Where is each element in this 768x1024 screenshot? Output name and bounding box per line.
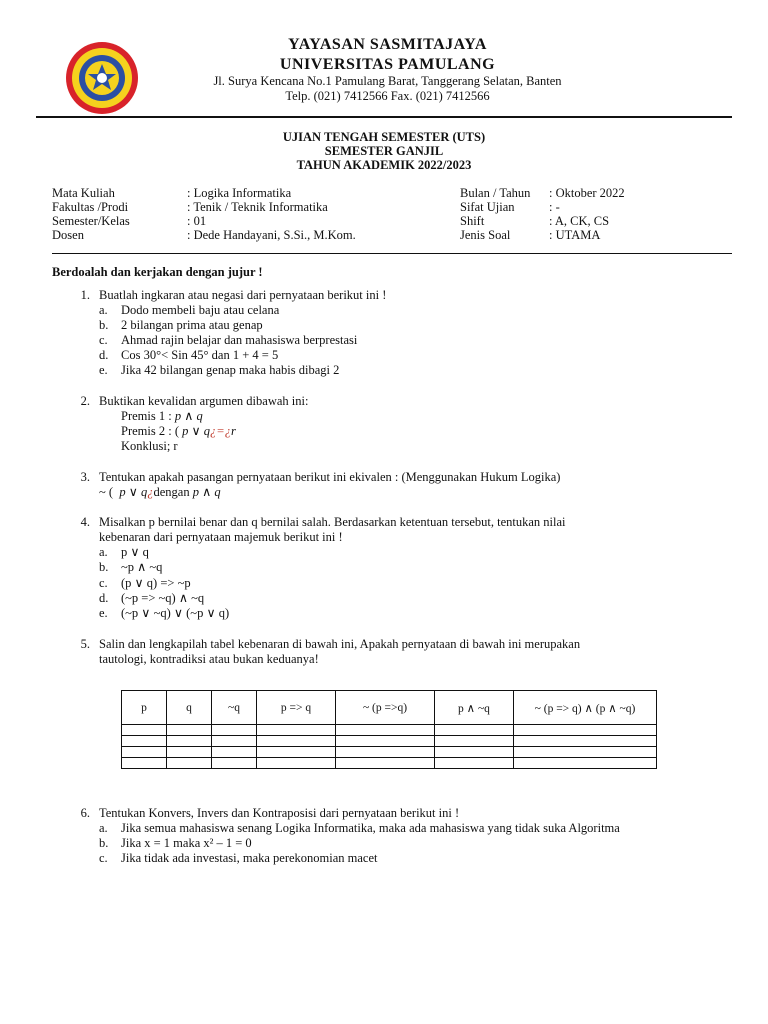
question-text: Tentukan apakah pasangan pernyataan berikut ini ekivalen : (Menggunakan Hukum Logika) bbox=[99, 470, 561, 484]
premise-expression: p ∧ q bbox=[174, 409, 203, 423]
table-row bbox=[122, 736, 657, 747]
info-value: : Dede Handayani, S.Si., M.Kom. bbox=[187, 228, 356, 242]
question-text: Salin dan lengkapilah tabel kebenaran di bawah ini, Apakah pernyataan di bawah ini merupakan bbox=[99, 637, 581, 651]
question-number: 6. bbox=[80, 806, 90, 820]
option-letter: c. bbox=[99, 576, 108, 590]
table-header-cell: ~ (p =>q) bbox=[336, 691, 435, 725]
exam-academic-year: TAHUN AKADEMIK 2022/2023 bbox=[296, 158, 472, 172]
exam-title: UJIAN TENGAH SEMESTER (UTS) bbox=[282, 130, 486, 144]
expr-connector: dengan bbox=[153, 485, 190, 499]
option-text: Cos 30°< Sin 45° dan 1 + 4 = 5 bbox=[121, 348, 279, 362]
table-header-cell: ~q bbox=[212, 691, 257, 725]
info-label: Bulan / Tahun bbox=[460, 186, 531, 200]
option-text: Jika tidak ada investasi, maka perekonomian macet bbox=[121, 851, 378, 865]
question-text: Misalkan p bernilai benar dan q bernilai salah. Berdasarkan ketentuan tersebut, tentukan nilai bbox=[99, 515, 566, 529]
info-value: : UTAMA bbox=[549, 228, 601, 242]
question-number: 2. bbox=[80, 394, 90, 408]
info-value: : Logika Informatika bbox=[187, 186, 292, 200]
option-letter: d. bbox=[99, 591, 109, 605]
option-text: Ahmad rajin belajar dan mahasiswa berprestasi bbox=[121, 333, 358, 347]
option-text: 2 bilangan prima atau genap bbox=[121, 318, 263, 332]
option-letter: c. bbox=[99, 851, 108, 865]
option-text: p ∨ q bbox=[121, 545, 149, 559]
option-letter: b. bbox=[99, 560, 109, 574]
info-label: Dosen bbox=[52, 228, 84, 242]
premise-expression: p ∨ q bbox=[182, 424, 211, 438]
table-header-cell: q bbox=[167, 691, 212, 725]
table-header-cell: p ∧ ~q bbox=[435, 691, 514, 725]
info-label: Mata Kuliah bbox=[52, 186, 115, 200]
header-divider bbox=[36, 116, 732, 118]
foundation-name: YAYASAN SASMITAJAYA bbox=[288, 36, 487, 53]
info-label: Shift bbox=[460, 214, 485, 228]
option-text: Jika x = 1 maka x² – 1 = 0 bbox=[121, 836, 252, 850]
question-number: 3. bbox=[80, 470, 90, 484]
premise-symbol: ¿=¿ bbox=[210, 424, 231, 438]
university-logo bbox=[64, 40, 140, 116]
option-text: (~p ∨ ~q) ∨ (~p ∨ q) bbox=[121, 606, 230, 620]
question-text-cont: tautologi, kontradiksi atau bukan keduanya! bbox=[99, 652, 319, 666]
instruction: Berdoalah dan kerjakan dengan jujur ! bbox=[52, 265, 263, 279]
expr-symbol: ¿ bbox=[147, 485, 154, 499]
option-letter: e. bbox=[99, 363, 108, 377]
premise-label: Premis 1 : bbox=[121, 409, 172, 423]
premise-1 bbox=[121, 409, 203, 424]
table-header-cell: p => q bbox=[257, 691, 336, 725]
table-header-cell: p bbox=[122, 691, 167, 725]
option-letter: b. bbox=[99, 318, 109, 332]
option-letter: b. bbox=[99, 836, 109, 850]
table-row bbox=[122, 747, 657, 758]
table-header-cell: ~ (p => q) ∧ (p ∧ ~q) bbox=[514, 691, 657, 725]
table-row bbox=[122, 725, 657, 736]
info-label: Fakultas /Prodi bbox=[52, 200, 129, 214]
info-label: Sifat Ujian bbox=[460, 200, 515, 214]
equivalence-expression bbox=[99, 485, 221, 500]
university-name: UNIVERSITAS PAMULANG bbox=[279, 56, 496, 73]
option-letter: c. bbox=[99, 333, 108, 347]
expr-start: ~ ( bbox=[99, 485, 114, 499]
info-label: Semester/Kelas bbox=[52, 214, 130, 228]
question-text-cont: kebenaran dari pernyataan majemuk berikut ini ! bbox=[99, 530, 343, 544]
option-letter: a. bbox=[99, 545, 108, 559]
university-phone: Telp. (021) 7412566 Fax. (021) 7412566 bbox=[285, 89, 490, 103]
option-text: (p ∨ q) => ~p bbox=[121, 576, 191, 590]
info-value: : - bbox=[549, 200, 560, 214]
option-letter: a. bbox=[99, 303, 108, 317]
question-number: 1. bbox=[80, 288, 90, 302]
exam-semester: SEMESTER GANJIL bbox=[324, 144, 444, 158]
option-text: (~p => ~q) ∧ ~q bbox=[121, 591, 205, 605]
expr-mid: p ∨ q bbox=[119, 485, 148, 499]
expr-end: p ∧ q bbox=[192, 485, 221, 499]
option-letter: d. bbox=[99, 348, 109, 362]
question-text: Buatlah ingkaran atau negasi dari pernyataan berikut ini ! bbox=[99, 288, 387, 302]
truth-table bbox=[121, 690, 657, 769]
option-letter: a. bbox=[99, 821, 108, 835]
question-number: 4. bbox=[80, 515, 90, 529]
option-text: Jika 42 bilangan genap maka habis dibagi 2 bbox=[121, 363, 340, 377]
option-text: ~p ∧ ~q bbox=[121, 560, 163, 574]
info-value: : Oktober 2022 bbox=[549, 186, 625, 200]
info-label: Jenis Soal bbox=[460, 228, 511, 242]
info-value: : Tenik / Teknik Informatika bbox=[187, 200, 328, 214]
option-text: Jika semua mahasiswa senang Logika Informatika, maka ada mahasiswa yang tidak suka Algoritma bbox=[121, 821, 620, 835]
premise-2 bbox=[121, 424, 236, 439]
table-row bbox=[122, 758, 657, 769]
question-text: Tentukan Konvers, Invers dan Kontraposisi dari pernyataan berikut ini ! bbox=[99, 806, 460, 820]
question-number: 5. bbox=[80, 637, 90, 651]
question-text: Buktikan kevalidan argumen dibawah ini: bbox=[99, 394, 309, 408]
info-divider bbox=[52, 253, 732, 254]
option-text: Dodo membeli baju atau celana bbox=[121, 303, 280, 317]
option-letter: e. bbox=[99, 606, 108, 620]
truth-table-header bbox=[122, 691, 657, 725]
premise-label: Premis 2 : ( bbox=[121, 424, 179, 438]
university-address: Jl. Surya Kencana No.1 Pamulang Barat, Tanggerang Selatan, Banten bbox=[213, 74, 562, 88]
conclusion: Konklusi; r bbox=[121, 439, 178, 453]
premise-conclusion-var: r bbox=[230, 424, 236, 438]
info-value: : A, CK, CS bbox=[549, 214, 610, 228]
info-value: : 01 bbox=[187, 214, 207, 228]
